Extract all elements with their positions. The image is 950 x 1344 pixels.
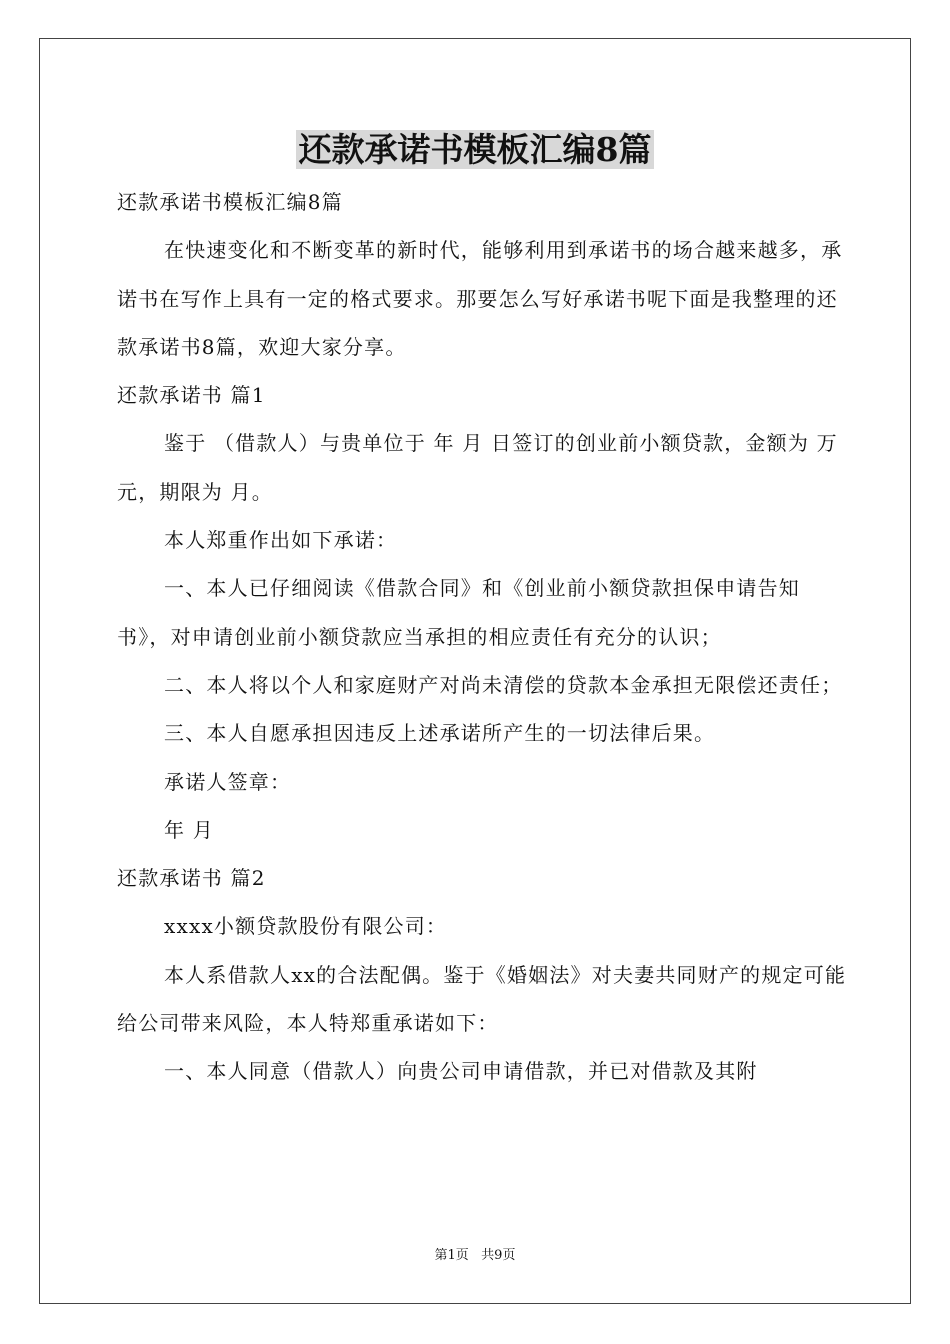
paragraph: 二、本人将以个人和家庭财产对尚未清偿的贷款本金承担无限偿还责任； (164, 672, 843, 697)
paragraph: xxxx小额贷款股份有限公司： (164, 914, 448, 939)
paragraph: 承诺人签章： (164, 769, 292, 794)
paragraph: 一、本人已仔细阅读《借款合同》和《创业前小额贷款担保申请告知书》，对申请创业前小额贷款应当承担的相应责任有充分的认识； (117, 576, 800, 649)
paragraph: 鉴于 （借款人）与贵单位于 年 月 日签订的创业前小额贷款，金额为 万元，期限为 月。 (117, 431, 838, 504)
paragraph: 在快速变化和不断变革的新时代，能够利用到承诺书的场合越来越多，承诺书在写作上具有一定的格式要求。那要怎么写好承诺书呢下面是我整理的还款承诺书8篇，欢迎大家分享。 (117, 238, 843, 359)
page-footer: 第1页 共9页 (434, 1248, 516, 1263)
paragraph: 还款承诺书 篇2 (117, 866, 266, 891)
paragraph: 还款承诺书 篇1 (117, 383, 266, 408)
paragraph: 一、本人同意（借款人）向贵公司申请借款，并已对借款及其附 (164, 1059, 758, 1084)
paragraph: 本人郑重作出如下承诺： (164, 528, 398, 553)
paragraph: 本人系借款人xx的合法配偶。鉴于《婚姻法》对夫妻共同财产的规定可能给公司带来风险，本人特郑重承诺如下： (117, 962, 847, 1036)
document-title-text: 还款承诺书模板汇编8篇 (296, 130, 655, 169)
paragraph: 还款承诺书模板汇编8篇 (117, 190, 343, 214)
paragraph: 年 月 (164, 817, 214, 842)
document-body (117, 178, 847, 1096)
document-title (0, 125, 950, 175)
paragraph: 三、本人自愿承担因违反上述承诺所产生的一切法律后果。 (164, 721, 716, 746)
